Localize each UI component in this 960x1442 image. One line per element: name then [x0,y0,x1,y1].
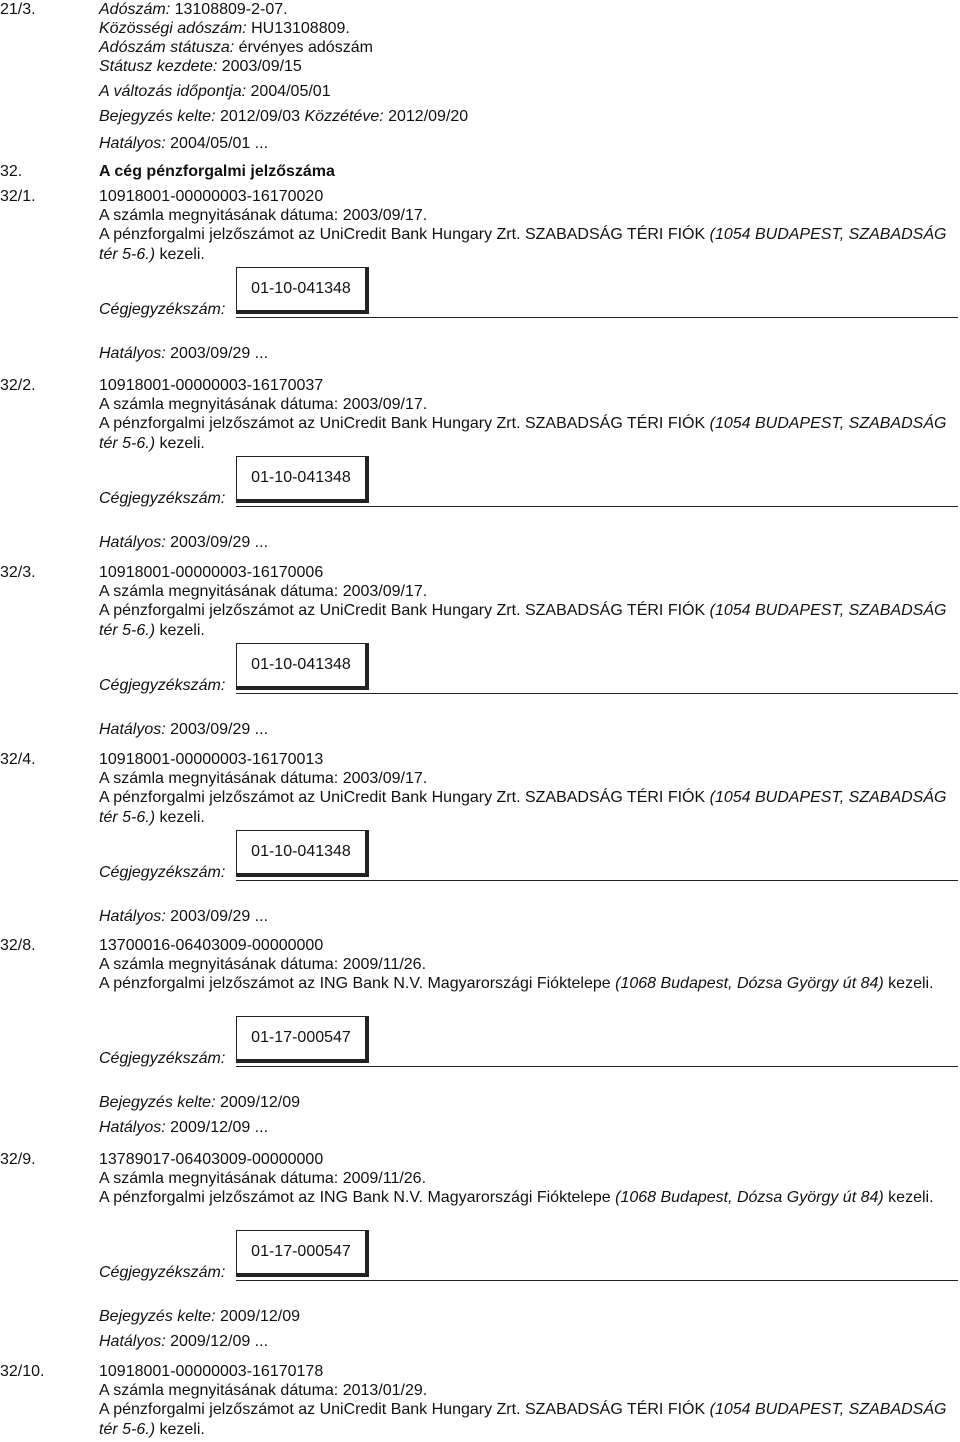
bank-address: (1054 BUDAPEST, [709,226,845,243]
bank-name: ING Bank N.V. Magyarországi Fióktelepe [319,1189,611,1206]
effective-line: Hatályos: 2004/05/01 ... [99,135,269,152]
company-registration-rule [236,506,958,507]
bank-name: ING Bank N.V. Magyarországi Fióktelepe [319,975,611,992]
account-number: 10918001-00000003-16170020 [99,188,324,205]
company-registration-label: Cégjegyzékszám: [99,677,226,694]
bank-address: (1068 Budapest, Dózsa György út [615,1189,857,1206]
opened-line: A számla megnyitásának dátuma: 2003/09/17. [99,770,428,787]
opened-date: 2013/01/29. [342,1382,428,1399]
managed-line: A pénzforgalmi jelzőszámot az UniCredit Bank Hungary Zrt. SZABADSÁG TÉRI FIÓK (1054 BUDAPEST, SZABADSÁG tér 5-6.) kezeli. [99,415,947,452]
account-number: 10918001-00000003-16170006 [99,564,324,581]
effective-line: Hatályos: 2003/09/29 ... [99,721,269,738]
entry-number: 32/4. [0,751,36,768]
bank-name: UniCredit Bank Hungary Zrt. SZABADSÁG TÉRI FIÓK [319,602,706,619]
account-number: 13700016-06403009-00000000 [99,937,324,954]
opened-line: A számla megnyitásának dátuma: 2009/11/26. [99,956,427,973]
bank-address: (1054 BUDAPEST, [709,602,845,619]
section-title: A cég pénzforgalmi jelzőszáma [99,163,335,180]
bank-address-cont: 84) [860,1189,884,1206]
company-registration-number: 01-10-041348 [236,456,369,503]
entry-number: 32/10. [0,1363,45,1380]
bank-address: (1054 BUDAPEST, [709,789,845,806]
tax-number-line: Adószám: 13108809-2-07. [99,1,288,18]
opened-date: 2009/11/26. [342,956,427,973]
status-start-line: Státusz kezdete: 2003/09/15 [99,58,302,75]
bank-name: UniCredit Bank Hungary Zrt. SZABADSÁG TÉRI FIÓK [319,226,706,243]
bank-address-cont: 84) [860,975,884,992]
company-registration-number: 01-10-041348 [236,830,369,877]
bank-name: UniCredit Bank Hungary Zrt. SZABADSÁG TÉRI FIÓK [319,415,706,432]
company-registration-row [0,1230,960,1282]
company-registration-row [0,830,960,882]
company-registration-row [0,643,960,695]
company-registration-label: Cégjegyzékszám: [99,301,226,318]
company-registration-rule [236,693,958,694]
bank-address-cont: SZABADSÁG tér 5-6.) [99,415,947,452]
company-registration-row [0,267,960,319]
account-number: 13789017-06403009-00000000 [99,1151,324,1168]
company-registration-row [0,456,960,508]
account-number: 10918001-00000003-16170013 [99,751,324,768]
bank-address-cont: SZABADSÁG tér 5-6.) [99,1401,947,1438]
company-registration-rule [236,1280,958,1281]
managed-line: A pénzforgalmi jelzőszámot az UniCredit Bank Hungary Zrt. SZABADSÁG TÉRI FIÓK (1054 BUDAPEST, SZABADSÁG tér 5-6.) kezeli. [99,789,947,826]
opened-line: A számla megnyitásának dátuma: 2009/11/26. [99,1170,427,1187]
bank-address: (1068 Budapest, Dózsa György út [615,975,857,992]
managed-line: A pénzforgalmi jelzőszámot az UniCredit Bank Hungary Zrt. SZABADSÁG TÉRI FIÓK (1054 BUDAPEST, SZABADSÁG tér 5-6.) kezeli. [99,1401,947,1438]
opened-date: 2003/09/17. [342,770,428,787]
bank-name: UniCredit Bank Hungary Zrt. SZABADSÁG TÉRI FIÓK [319,789,706,806]
opened-line: A számla megnyitásának dátuma: 2003/09/17. [99,396,428,413]
opened-line: A számla megnyitásának dátuma: 2003/09/17. [99,207,428,224]
effective-line: Hatályos: 2003/09/29 ... [99,534,269,551]
entry-number: 32/9. [0,1151,36,1168]
registration-line: Bejegyzés kelte: 2009/12/09 [99,1308,301,1325]
company-registration-number: 01-17-000547 [236,1230,369,1277]
managed-line: A pénzforgalmi jelzőszámot az UniCredit Bank Hungary Zrt. SZABADSÁG TÉRI FIÓK (1054 BUDAPEST, SZABADSÁG tér 5-6.) kezeli. [99,226,947,263]
registration-line: Bejegyzés kelte: 2009/12/09 [99,1094,301,1111]
company-registration-label: Cégjegyzékszám: [99,1050,226,1067]
company-registration-number: 01-10-041348 [236,267,369,314]
managed-line: A pénzforgalmi jelzőszámot az UniCredit Bank Hungary Zrt. SZABADSÁG TÉRI FIÓK (1054 BUDAPEST, SZABADSÁG tér 5-6.) kezeli. [99,602,947,639]
account-number: 10918001-00000003-16170037 [99,377,324,394]
tax-block-number: 21/3. [0,1,36,18]
account-number: 10918001-00000003-16170178 [99,1363,324,1380]
company-registration-row [0,1016,960,1068]
managed-line: A pénzforgalmi jelzőszámot az ING Bank N.V. Magyarországi Fióktelepe (1068 Budapest, Dózsa György út 84) kezeli. [99,1189,934,1206]
company-registration-label: Cégjegyzékszám: [99,1264,226,1281]
company-registration-rule [236,1066,958,1067]
company-registration-rule [236,880,958,881]
opened-date: 2003/09/17. [342,583,428,600]
registration-line: Bejegyzés kelte: 2012/09/03 Közzétéve: 2012/09/20 [99,108,469,125]
effective-line: Hatályos: 2009/12/09 ... [99,1333,269,1350]
bank-address-cont: SZABADSÁG tér 5-6.) [99,789,947,826]
managed-line: A pénzforgalmi jelzőszámot az ING Bank N.V. Magyarországi Fióktelepe (1068 Budapest, Dózsa György út 84) kezeli. [99,975,934,992]
entry-number: 32/2. [0,377,36,394]
effective-line: Hatályos: 2009/12/09 ... [99,1119,269,1136]
community-tax-number-line: Közösségi adószám: HU13108809. [99,20,350,37]
bank-name: UniCredit Bank Hungary Zrt. SZABADSÁG TÉRI FIÓK [319,1401,706,1418]
section-number: 32. [0,163,23,180]
company-registration-number: 01-10-041348 [236,643,369,690]
effective-line: Hatályos: 2003/09/29 ... [99,908,269,925]
change-date-line: A változás időpontja: 2004/05/01 [99,83,331,100]
opened-line: A számla megnyitásának dátuma: 2003/09/17. [99,583,428,600]
company-registration-number: 01-17-000547 [236,1016,369,1063]
bank-address: (1054 BUDAPEST, [709,415,845,432]
bank-address-cont: SZABADSÁG tér 5-6.) [99,602,947,639]
company-registration-label: Cégjegyzékszám: [99,490,226,507]
entry-number: 32/8. [0,937,36,954]
opened-line: A számla megnyitásának dátuma: 2013/01/29. [99,1382,428,1399]
opened-date: 2003/09/17. [342,396,428,413]
effective-line: Hatályos: 2003/09/29 ... [99,345,269,362]
company-registration-rule [236,317,958,318]
opened-date: 2009/11/26. [342,1170,427,1187]
entry-number: 32/1. [0,188,36,205]
opened-date: 2003/09/17. [342,207,428,224]
bank-address: (1054 BUDAPEST, [709,1401,845,1418]
company-registration-label: Cégjegyzékszám: [99,864,226,881]
tax-status-line: Adószám státusza: érvényes adószám [99,39,373,56]
entry-number: 32/3. [0,564,36,581]
bank-address-cont: SZABADSÁG tér 5-6.) [99,226,947,263]
